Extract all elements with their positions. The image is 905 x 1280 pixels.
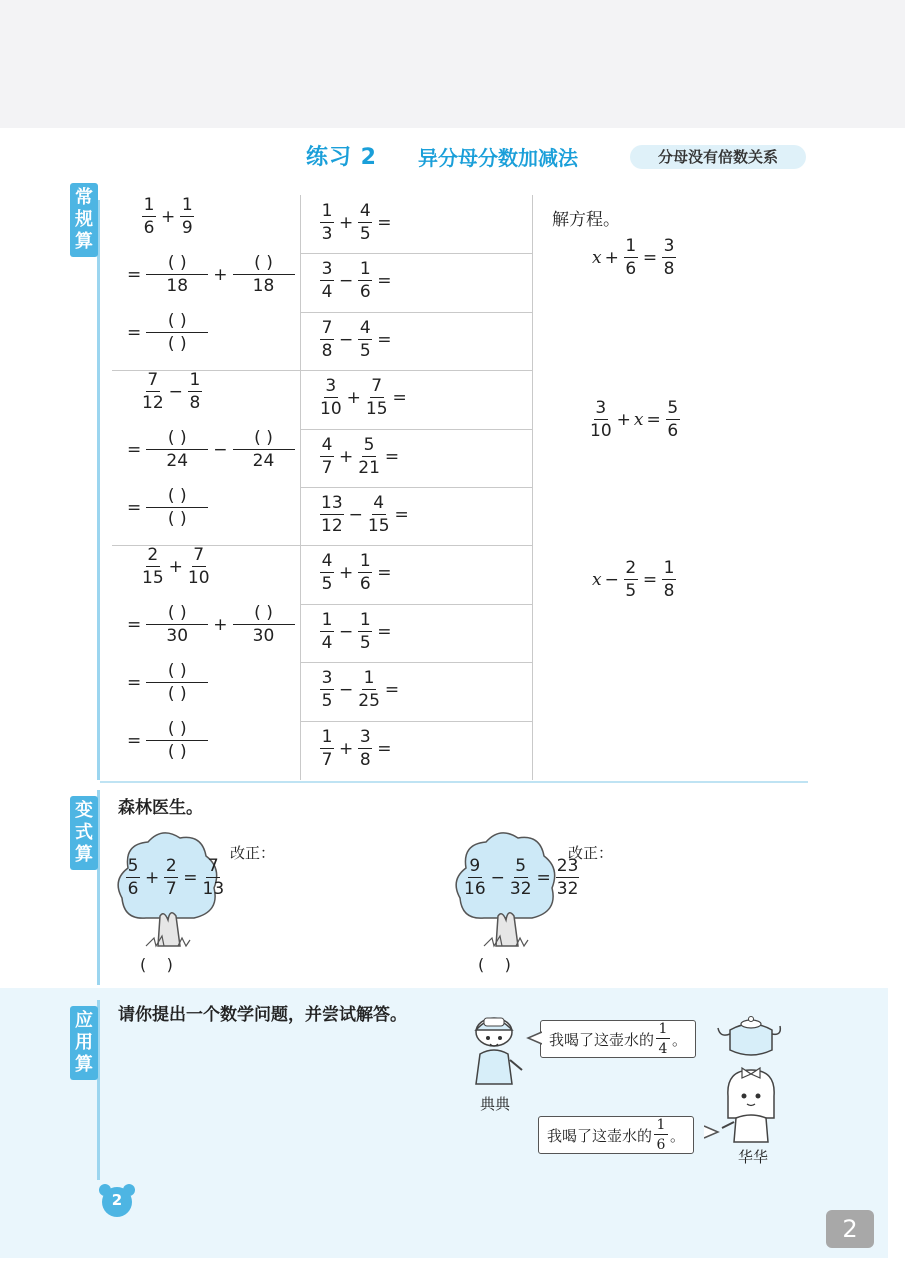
topic-tag: 分母没有倍数关系 (630, 145, 806, 169)
fraction (146, 721, 208, 761)
grid-divider (300, 253, 532, 254)
fraction (320, 261, 334, 301)
operator: = (377, 329, 392, 350)
numerator: ( ) (146, 313, 208, 333)
numerator: 4 (359, 201, 371, 221)
denominator: 21 (358, 457, 380, 478)
denominator: 24 (166, 451, 189, 471)
grid-divider (300, 545, 532, 546)
fraction (320, 726, 334, 770)
operator: = (384, 446, 400, 467)
grid-divider (300, 604, 532, 605)
denominator: 18 (166, 276, 189, 296)
numerator: ( ) (233, 255, 295, 275)
speech-bubble-huahua (538, 1116, 694, 1154)
bubble-end: 。 (672, 1030, 688, 1049)
fraction (366, 378, 388, 418)
operator: = (377, 563, 392, 584)
grid-divider (300, 370, 532, 371)
tab-char: 用 (75, 1032, 93, 1053)
fraction (624, 238, 638, 278)
bubble-text: 我喝了这壶水的 (547, 1126, 653, 1145)
numerator: 23 (556, 856, 579, 876)
operator: + (213, 265, 228, 285)
fraction (164, 858, 178, 898)
denominator: 6 (656, 1137, 666, 1153)
numerator: 1 (321, 201, 333, 221)
bubble-pointer-icon (704, 1124, 720, 1140)
numerator: 7 (207, 856, 219, 876)
grid-divider (300, 429, 532, 430)
fraction (662, 560, 676, 600)
numerator: 7 (147, 370, 159, 390)
fraction (126, 858, 140, 898)
operator: = (127, 615, 142, 635)
numerator: 1 (321, 726, 333, 747)
operator: − (168, 382, 183, 402)
guided-expression (140, 197, 196, 237)
operator: + (213, 615, 228, 635)
numerator: 4 (321, 434, 333, 455)
bubble-pointer-icon (526, 1030, 542, 1046)
grid-divider (300, 312, 532, 313)
teapot-icon (716, 1014, 786, 1060)
numerator: ( ) (233, 605, 295, 625)
grid-divider (300, 662, 532, 663)
denominator: 6 (359, 574, 371, 595)
operator: = (394, 505, 409, 525)
denominator: 8 (321, 340, 333, 361)
character-name-diandian: 典典 (480, 1095, 511, 1113)
fraction (146, 488, 208, 528)
correction-label: 改正： (568, 844, 614, 862)
numerator: ( ) (146, 488, 208, 508)
denominator: 32 (556, 879, 579, 899)
numerator: ( ) (146, 663, 208, 683)
numerator: 3 (359, 726, 371, 747)
denominator: 10 (320, 399, 342, 420)
numerator: 5 (515, 856, 527, 876)
page-number: 2 (111, 1191, 123, 1209)
denominator: 5 (625, 581, 637, 601)
fraction (662, 238, 676, 278)
fraction (146, 430, 208, 470)
fraction (358, 609, 372, 653)
fraction (464, 858, 486, 898)
denominator: 24 (252, 451, 275, 471)
numerator: 1 (359, 259, 371, 280)
denominator: 25 (358, 691, 380, 712)
denominator: ( ) (167, 742, 187, 762)
numerator: 2 (147, 545, 159, 565)
denominator: 6 (359, 282, 371, 303)
judgement-mark: ( ) (478, 955, 511, 974)
denominator: 4 (321, 632, 333, 653)
numerator: ( ) (233, 430, 295, 450)
operator: + (616, 410, 631, 430)
tab-char: 算 (75, 231, 93, 252)
fraction (654, 1118, 668, 1152)
numerator: 4 (359, 317, 371, 338)
guided-step-answer (124, 313, 210, 353)
quick-calc-expression (318, 317, 395, 361)
denominator: 6 (667, 421, 679, 441)
numerator: 3 (321, 259, 333, 280)
denominator: 8 (663, 259, 675, 279)
numerator: 13 (321, 493, 343, 513)
grid-divider (532, 195, 533, 780)
operator: − (604, 570, 619, 590)
denominator: 6 (127, 879, 139, 899)
numerator: 3 (325, 376, 337, 397)
numerator: ( ) (146, 605, 208, 625)
operator: − (339, 271, 354, 292)
bubble-text: 我喝了这壶水的 (549, 1030, 655, 1049)
denominator: 15 (367, 516, 390, 536)
operator: = (183, 868, 198, 888)
exercise-title: 练习 2 (306, 145, 377, 170)
operator: = (127, 673, 142, 693)
denominator: 13 (202, 879, 225, 899)
fraction (656, 1022, 670, 1056)
quick-calc-expression (318, 609, 395, 653)
quick-calc-expression (318, 495, 412, 535)
denominator: 4 (658, 1041, 668, 1057)
tab-char: 式 (75, 822, 93, 843)
fraction (358, 726, 372, 770)
numerator: 1 (663, 558, 675, 578)
fraction (510, 858, 532, 898)
applied-prompt: 请你提出一个数学问题，并尝试解答。 (118, 1005, 407, 1025)
correction-label: 改正： (230, 844, 276, 862)
fraction (556, 858, 580, 898)
fraction (203, 858, 225, 898)
judgement-mark: ( ) (140, 955, 173, 974)
operator: + (604, 248, 619, 268)
guided-step-common-denominator (124, 605, 297, 645)
quick-calc-expression (318, 726, 395, 770)
operator: − (339, 680, 354, 701)
numerator: 1 (143, 195, 155, 215)
page-badge: 2 (826, 1210, 874, 1248)
denominator: 7 (165, 879, 177, 899)
operator: − (348, 505, 363, 525)
fraction (188, 547, 210, 587)
grid-divider (300, 721, 532, 722)
wrong-equation (462, 858, 581, 898)
numerator: 2 (625, 558, 637, 578)
numerator: 3 (595, 398, 607, 418)
numerator: 1 (359, 551, 371, 572)
numerator: 9 (469, 856, 481, 876)
equation (588, 400, 682, 440)
tab-char: 常 (75, 187, 93, 208)
numerator: 5 (363, 434, 375, 455)
numerator: 7 (371, 376, 383, 397)
fraction (666, 400, 680, 440)
denominator: 5 (321, 574, 333, 595)
denominator: 10 (590, 421, 612, 441)
numerator: 7 (193, 545, 205, 565)
fraction (624, 560, 638, 600)
boy-character-icon (466, 1010, 526, 1090)
numerator: ( ) (146, 721, 208, 741)
fraction (358, 434, 380, 478)
fraction (146, 313, 208, 353)
variable-x: x (633, 410, 644, 430)
fraction (146, 663, 208, 703)
numerator: 4 (373, 493, 385, 513)
denominator: 10 (187, 568, 210, 588)
denominator: 32 (509, 879, 532, 899)
operator: = (127, 265, 142, 285)
guided-step-answer (124, 663, 210, 703)
tab-char: 算 (75, 844, 93, 865)
operator: + (346, 388, 361, 409)
operator: = (646, 410, 661, 430)
operator: = (377, 213, 392, 233)
operator: + (339, 213, 354, 233)
quick-calc-expression (318, 434, 402, 478)
denominator: 18 (252, 276, 275, 296)
denominator: ( ) (167, 334, 187, 354)
operator: − (339, 329, 354, 350)
denominator: 8 (663, 581, 675, 601)
numerator: 1 (363, 668, 375, 689)
fraction (320, 378, 342, 418)
operator: + (339, 563, 354, 584)
denominator: 3 (321, 224, 333, 244)
numerator: 7 (321, 317, 333, 338)
numerator: 1 (625, 236, 637, 256)
variable-x: x (592, 248, 602, 268)
character-name-huahua: 华华 (738, 1148, 769, 1166)
denominator: 9 (181, 218, 193, 238)
fraction (146, 605, 208, 645)
fraction (358, 203, 372, 243)
girl-character-icon (718, 1062, 784, 1146)
operator: = (127, 440, 142, 460)
fraction (590, 400, 612, 440)
fraction (142, 197, 156, 237)
numerator: 5 (667, 398, 679, 418)
fraction (142, 547, 164, 587)
numerator: 5 (127, 856, 139, 876)
quick-calc-expression (318, 670, 402, 710)
top-margin (0, 0, 905, 128)
operator: = (536, 868, 551, 888)
wrong-equation (124, 858, 226, 898)
exercise-subtitle: 异分母分数加减法 (418, 146, 578, 170)
operator: − (339, 621, 354, 642)
grid-divider (300, 487, 532, 488)
fraction (188, 372, 202, 412)
tab-char: 变 (75, 800, 93, 821)
operator: = (127, 731, 142, 751)
denominator: 5 (359, 340, 371, 361)
operator: = (392, 388, 407, 409)
denominator: 30 (252, 626, 275, 646)
section-divider (100, 781, 808, 783)
fraction (320, 317, 334, 361)
numerator: 2 (165, 856, 177, 876)
quick-calc-expression (318, 261, 395, 301)
tab-char: 应 (75, 1010, 93, 1031)
denominator: 5 (359, 632, 371, 653)
fraction (320, 203, 334, 243)
denominator: 30 (166, 626, 189, 646)
operator: + (145, 868, 160, 888)
numerator: 1 (654, 1118, 668, 1135)
denominator: ( ) (167, 684, 187, 704)
fraction (320, 609, 334, 653)
operator: + (168, 557, 183, 577)
operator: = (377, 271, 392, 292)
tab-variant (70, 796, 98, 870)
tab-char: 算 (75, 1054, 93, 1075)
fraction (358, 317, 372, 361)
guided-step-simplified (124, 721, 210, 761)
quick-calc-expression (318, 378, 410, 418)
operator: = (384, 680, 400, 701)
guided-expression (140, 372, 204, 412)
equation (592, 560, 678, 600)
denominator: 6 (625, 259, 637, 279)
fraction (358, 553, 372, 593)
fraction (320, 495, 344, 535)
numerator: 1 (321, 609, 333, 630)
quick-calc-expression (318, 553, 395, 593)
numerator: 3 (321, 668, 333, 689)
operator: = (127, 498, 142, 518)
denominator: 5 (359, 224, 371, 244)
denominator: ( ) (167, 509, 187, 529)
regular-rail (97, 200, 100, 780)
denominator: 7 (321, 457, 333, 478)
denominator: 8 (359, 749, 371, 770)
tab-regular (70, 183, 98, 257)
operator: + (339, 738, 354, 759)
quick-calc-expression (318, 203, 395, 243)
denominator: 12 (321, 516, 343, 536)
fraction (233, 430, 295, 470)
tab-char: 规 (75, 209, 93, 230)
guided-step-common-denominator (124, 255, 297, 295)
operator: − (213, 440, 228, 460)
numerator: ( ) (146, 430, 208, 450)
forest-doctor-label: 森林医生。 (118, 798, 203, 818)
fraction (146, 255, 208, 295)
fraction (180, 197, 194, 237)
denominator: 15 (365, 399, 388, 420)
numerator: 1 (359, 609, 371, 630)
numerator: 4 (321, 551, 333, 572)
guided-expression (140, 547, 212, 587)
numerator: 3 (663, 236, 675, 256)
denominator: 15 (142, 568, 164, 588)
denominator: 12 (142, 393, 164, 413)
numerator: 1 (181, 195, 193, 215)
fraction (358, 261, 372, 301)
denominator: 8 (189, 393, 201, 413)
guided-step-common-denominator (124, 430, 297, 470)
fraction (320, 553, 334, 593)
denominator: 4 (321, 282, 333, 303)
operator: = (127, 323, 142, 343)
denominator: 5 (321, 691, 333, 712)
fraction (320, 434, 334, 478)
denominator: 7 (321, 749, 333, 770)
equations-label: 解方程。 (552, 210, 620, 230)
fraction (233, 605, 295, 645)
fraction (320, 670, 334, 710)
operator: = (377, 621, 392, 642)
denominator: 6 (143, 218, 155, 238)
operator: + (339, 446, 354, 467)
guided-step-answer (124, 488, 210, 528)
equation (592, 238, 678, 278)
denominator: 16 (464, 879, 486, 899)
numerator: ( ) (146, 255, 208, 275)
operator: = (642, 248, 658, 268)
operator: + (161, 207, 176, 227)
variable-x: x (592, 570, 602, 590)
bubble-end: 。 (670, 1126, 686, 1145)
fraction (142, 372, 164, 412)
numerator: 1 (656, 1022, 670, 1039)
fraction (368, 495, 390, 535)
fraction (358, 670, 380, 710)
operator: = (377, 738, 392, 759)
operator: − (490, 868, 505, 888)
fraction (233, 255, 295, 295)
tab-applied (70, 1006, 98, 1080)
speech-bubble-diandian (540, 1020, 696, 1058)
operator: = (642, 570, 658, 590)
numerator: 1 (189, 370, 201, 390)
